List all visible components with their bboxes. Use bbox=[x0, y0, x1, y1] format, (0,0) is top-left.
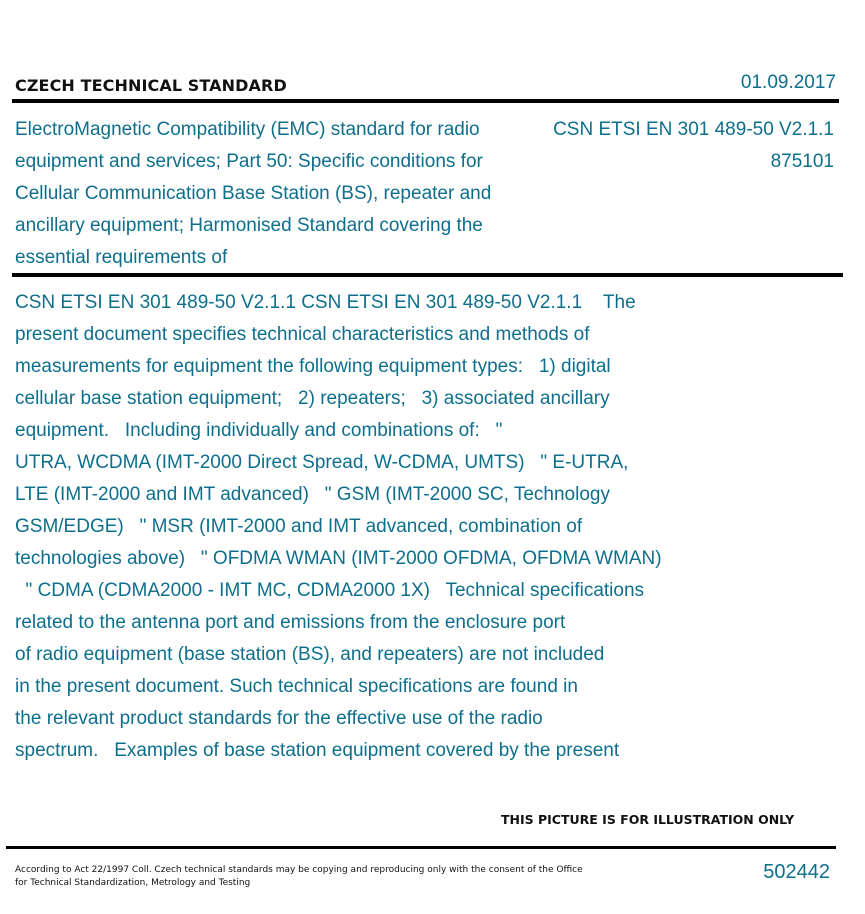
abstract-line: CSN ETSI EN 301 489-50 V2.1.1 CSN ETSI EN 301 489-50 V2.1.1 The bbox=[15, 292, 636, 313]
standard-code: CSN ETSI EN 301 489-50 V2.1.1 bbox=[553, 119, 834, 140]
standard-title: ElectroMagnetic Compatibility (EMC) standard for radio equipment and services; Part 50: Specific conditions for Cellular Communication Base Station (BS), repeater and ancillary equipment; Harmonised Standard covering the essential requirements of bbox=[15, 119, 492, 268]
standard-code-block bbox=[553, 114, 834, 178]
abstract-line: measurements for equipment the following equipment types: 1) digital bbox=[15, 356, 611, 377]
legal-notice bbox=[15, 864, 595, 890]
footer-divider bbox=[6, 846, 836, 849]
abstract-line: related to the antenna port and emissions from the enclosure port bbox=[15, 612, 566, 633]
legal-notice-line: According to Act 22/1997 Coll. Czech technical standards may be copying and reproducing only with the consent of the Office bbox=[15, 865, 583, 875]
abstract-line: cellular base station equipment; 2) repeaters; 3) associated ancillary bbox=[15, 388, 610, 409]
abstract-line: LTE (IMT-2000 and IMT advanced) " GSM (IMT-2000 SC, Technology bbox=[15, 484, 610, 505]
title-divider bbox=[12, 273, 843, 277]
abstract-line: spectrum. Examples of base station equipment covered by the present bbox=[15, 740, 620, 761]
abstract-line: equipment. Including individually and combinations of: " bbox=[15, 420, 503, 441]
abstract-text bbox=[15, 287, 755, 767]
abstract-line: " CDMA (CDMA2000 - IMT MC, CDMA2000 1X) Technical specifications bbox=[15, 580, 645, 601]
abstract-line: technologies above) " OFDMA WMAN (IMT-2000 OFDMA, OFDMA WMAN) bbox=[15, 548, 662, 569]
abstract-line: GSM/EDGE) " MSR (IMT-2000 and IMT advanced, combination of bbox=[15, 516, 583, 537]
abstract-line: UTRA, WCDMA (IMT-2000 Direct Spread, W-CDMA, UMTS) " E-UTRA, bbox=[15, 452, 629, 473]
illustration-disclaimer: THIS PICTURE IS FOR ILLUSTRATION ONLY bbox=[501, 812, 795, 827]
abstract-line: the relevant product standards for the effective use of the radio bbox=[15, 708, 543, 729]
header-divider bbox=[12, 99, 839, 103]
abstract-line: of radio equipment (base station (BS), and repeaters) are not included bbox=[15, 644, 605, 665]
legal-notice-line: for Technical Standardization, Metrology and Testing bbox=[15, 878, 251, 888]
abstract-line: in the present document. Such technical specifications are found in bbox=[15, 676, 578, 697]
catalog-number: 875101 bbox=[770, 151, 834, 172]
document-number: 502442 bbox=[763, 861, 830, 883]
document-type-label: CZECH TECHNICAL STANDARD bbox=[15, 76, 287, 95]
abstract-line: present document specifies technical characteristics and methods of bbox=[15, 324, 590, 345]
publication-date: 01.09.2017 bbox=[740, 72, 836, 93]
